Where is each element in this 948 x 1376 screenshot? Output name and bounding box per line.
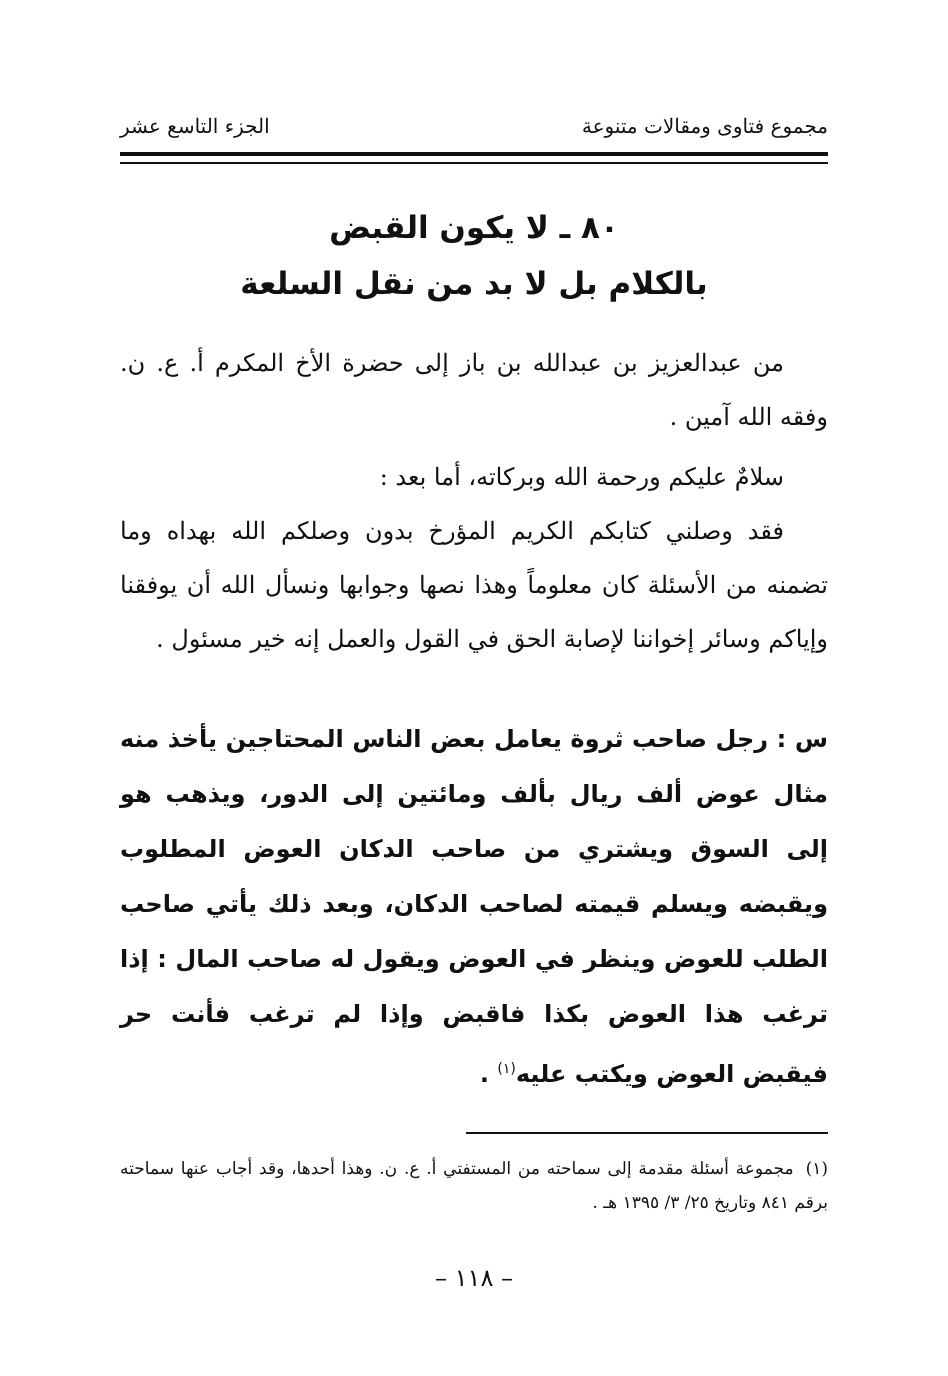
running-header [120, 112, 828, 140]
header-rule-thick [120, 152, 828, 156]
question-block [120, 712, 828, 1102]
footnote [120, 1152, 828, 1220]
greeting-paragraph: سلامٌ عليكم ورحمة الله وبركاته، أما بعد : [379, 463, 784, 491]
main-paragraph: فقد وصلني كتابكم الكريم المؤرخ بدون وصلكم الله بهداه وما تضمنه من الأسئلة كان معلوماً وهذا نصها وجوابها ونسأل الله أن يوفقنا وإياكم وسائر إخواننا لإصابة الحق في القول والعمل إنه خير مسئول . [120, 517, 828, 653]
book-title: مجموع فتاوى ومقالات متنوعة [581, 114, 828, 138]
footnote-text: مجموعة أسئلة مقدمة إلى سماحته من المستفتي أ. ع. ن. وهذا أحدها، وقد أجاب عنها سماحته برقم ٨٤١ وتاريخ ٢٥/ ٣/ ١٣٩٥ هـ . [120, 1159, 828, 1213]
title-line-2: بالكلام بل لا بد من نقل السلعة [240, 266, 708, 302]
title-line-1: ٨٠ ـ لا يكون القبض [329, 210, 619, 246]
letter-body [120, 336, 828, 666]
header-rule-thin [120, 162, 828, 164]
volume-title: الجزء التاسع عشر [120, 114, 270, 138]
question-end: . [479, 1060, 498, 1088]
footnote-ref: (١) [497, 1061, 516, 1077]
intro-paragraph: من عبدالعزيز بن عبدالله بن باز إلى حضرة الأخ المكرم أ. ع. ن. وفقه الله آمين . [120, 349, 828, 431]
footnote-number: (١) [805, 1159, 828, 1179]
page-number: – ١١٨ – [435, 1264, 513, 1292]
article-title [120, 200, 828, 312]
question-text: س : رجل صاحب ثروة يعامل بعض الناس المحتاجين يأخذ منه مثال عوض ألف ريال بألف ومائتين إلى الدور، ويذهب هو إلى السوق ويشتري من صاحب الدكان العوض المطلوب ويقبضه ويسلم قيمته لصاحب الدكان، وبعد ذلك يأتي صاحب الطلب للعوض وينظر في العوض ويقول له صاحب المال : إذا ترغب هذا العوض بكذا فاقبض وإذا لم ترغب فأنت حر فيقبض العوض ويكتب عليه [120, 725, 828, 1088]
footnote-rule [466, 1132, 828, 1134]
